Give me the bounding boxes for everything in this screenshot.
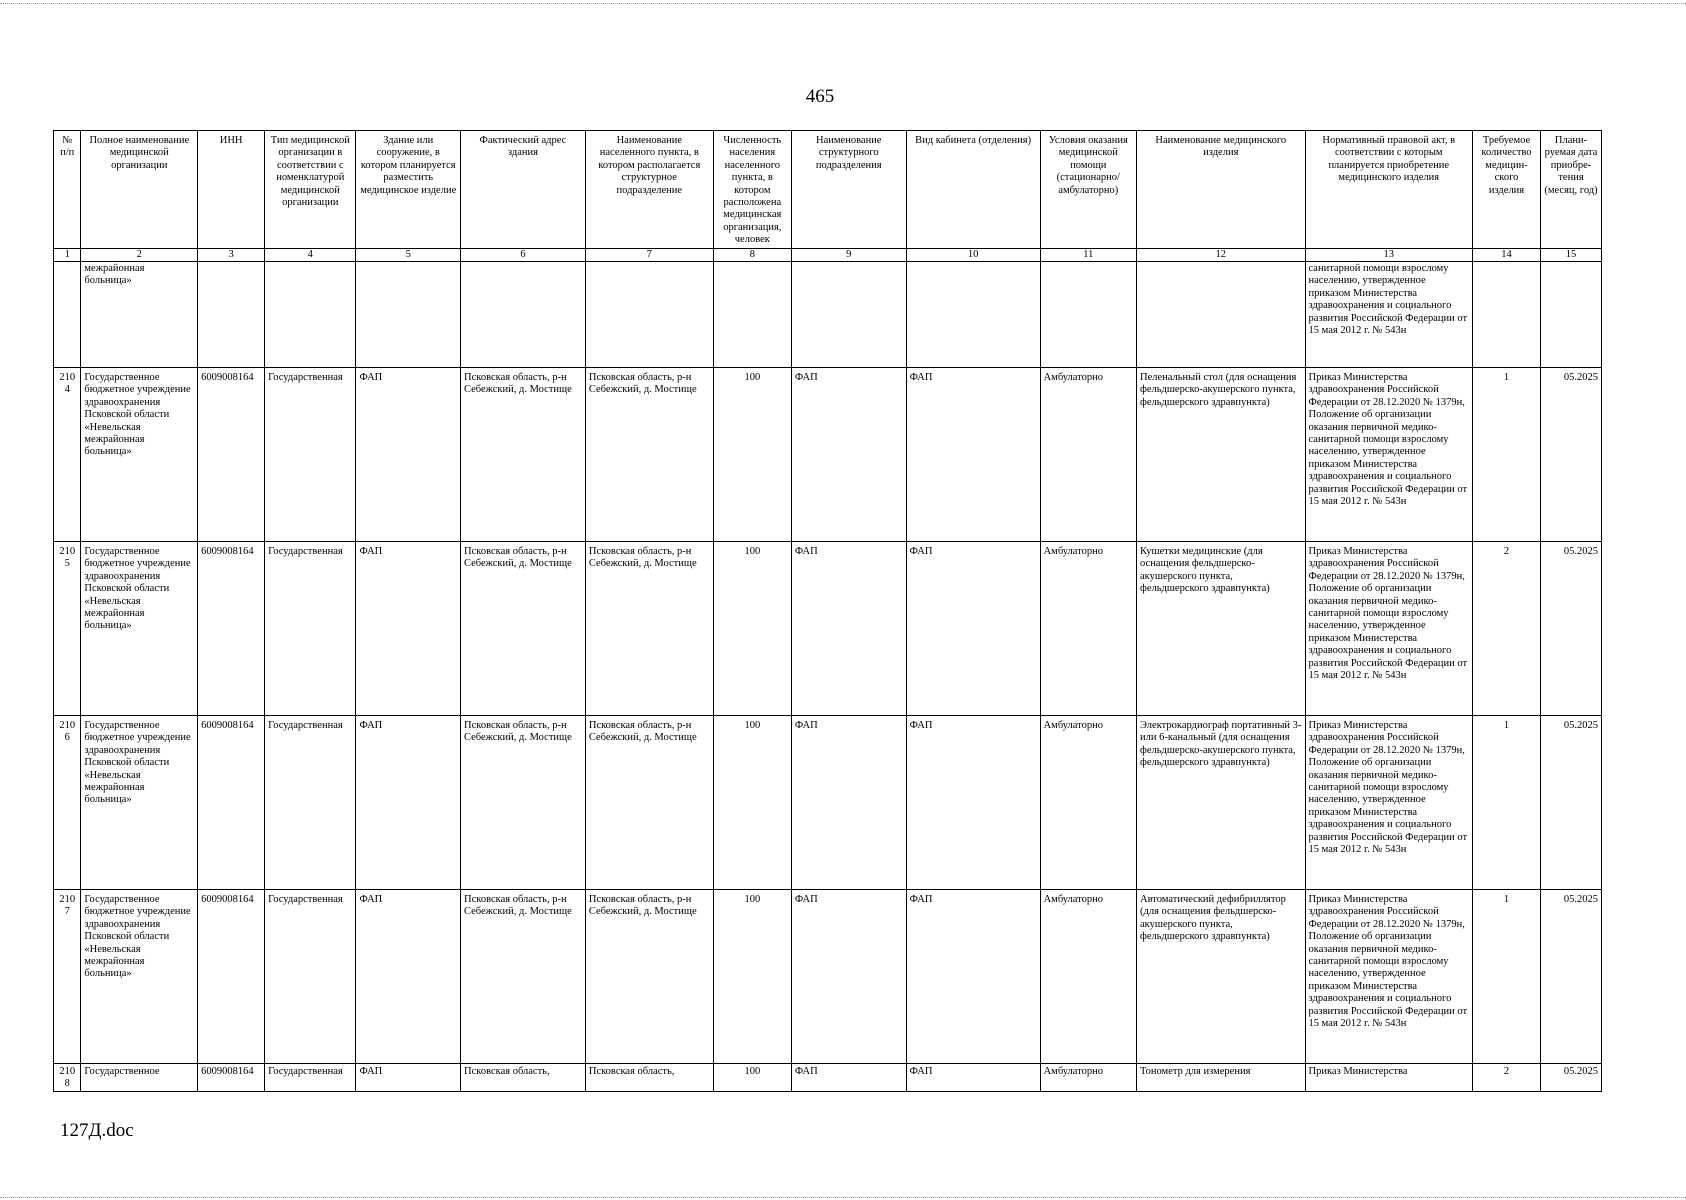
scan-edge-top <box>0 3 1686 4</box>
cell-cabinet: ФАП <box>906 716 1040 890</box>
cell-device: Пеленальный стол (для оснащения фельдшерско-акушерского пункта, фельдшерского здравпункта) <box>1137 368 1306 542</box>
cell-building: ФАП <box>356 716 461 890</box>
table-row <box>54 1064 1602 1092</box>
col-number: 1 <box>54 249 81 262</box>
col-header: Требуемое количество медицин-ского изделия <box>1473 131 1541 249</box>
cell-date: 05.2025 <box>1541 542 1602 716</box>
cell-locality: Псковская область, <box>585 1064 713 1092</box>
col-number: 2 <box>81 249 198 262</box>
cell-conditions: Амбулаторно <box>1040 890 1136 1064</box>
cell-unit: ФАП <box>791 1064 906 1092</box>
cell-building: ФАП <box>356 1064 461 1092</box>
cell-population: 100 <box>713 890 791 1064</box>
cell-inn: 6009008164 <box>198 890 265 1064</box>
cell-org: Государственное бюджетное учреждение здравоохранения Псковской области «Невельская межрайонная больница» <box>81 890 198 1064</box>
cell-address: Псковская область, р-н Себежский, д. Мостище <box>461 368 586 542</box>
cell-qty: 1 <box>1473 716 1541 890</box>
cell-population: 100 <box>713 368 791 542</box>
cell-type: Государственная <box>265 368 356 542</box>
cell-type: Государственная <box>265 542 356 716</box>
cell-building: ФАП <box>356 542 461 716</box>
cell-qty: 2 <box>1473 1064 1541 1092</box>
cell-date: 05.2025 <box>1541 890 1602 1064</box>
cell-qty: 1 <box>1473 890 1541 1064</box>
cell-locality: Псковская область, р-н Себежский, д. Мостище <box>585 890 713 1064</box>
col-number: 13 <box>1305 249 1472 262</box>
col-number: 6 <box>461 249 586 262</box>
cell-act: Приказ Министерства <box>1305 1064 1472 1092</box>
col-number: 9 <box>791 249 906 262</box>
col-header: Численность населения населенного пункта, в котором расположена медицинская организация, человек <box>713 131 791 249</box>
cell-qty: 1 <box>1473 368 1541 542</box>
cell-device: Автоматический дефибриллятор (для оснащения фельдшерско-акушерского пункта, фельдшерского здравпункта) <box>1137 890 1306 1064</box>
col-number: 15 <box>1541 249 1602 262</box>
col-header: Тип медицинской организации в соответствии с номенклатурой медицинской организации <box>265 131 356 249</box>
cell-org: Государственное бюджетное учреждение здравоохранения Псковской области «Невельская межрайонная больница» <box>81 368 198 542</box>
cell-building: ФАП <box>356 368 461 542</box>
cell-num: 2104 <box>54 368 81 542</box>
col-header: Наименование медицинского изделия <box>1137 131 1306 249</box>
cell-locality: Псковская область, р-н Себежский, д. Мостище <box>585 368 713 542</box>
equipment-table <box>53 130 1602 1092</box>
col-header: № п/п <box>54 131 81 249</box>
cell-type: Государственная <box>265 1064 356 1092</box>
col-number: 12 <box>1137 249 1306 262</box>
col-number: 3 <box>198 249 265 262</box>
col-header: Наименование населенного пункта, в котором располагается структурное подразделение <box>585 131 713 249</box>
cell-building: ФАП <box>356 890 461 1064</box>
table-header-row <box>54 131 1602 249</box>
cell-locality: Псковская область, р-н Себежский, д. Мостище <box>585 716 713 890</box>
cell-unit: ФАП <box>791 542 906 716</box>
cell-cabinet: ФАП <box>906 890 1040 1064</box>
cell-conditions: Амбулаторно <box>1040 368 1136 542</box>
cell-cabinet: ФАП <box>906 542 1040 716</box>
cell-date: 05.2025 <box>1541 368 1602 542</box>
column-number-row <box>54 249 1602 262</box>
cell-address: Псковская область, р-н Себежский, д. Мостище <box>461 542 586 716</box>
col-header: ИНН <box>198 131 265 249</box>
cell-num: 2107 <box>54 890 81 1064</box>
cell-locality: Псковская область, р-н Себежский, д. Мостище <box>585 542 713 716</box>
col-number: 4 <box>265 249 356 262</box>
col-header: Здание или сооружение, в котором планируется разместить медицинское изделие <box>356 131 461 249</box>
continuation-row <box>54 262 1602 368</box>
cell-num: 2108 <box>54 1064 81 1092</box>
cell-act: Приказ Министерства здравоохранения Российской Федерации от 28.12.2020 № 1379н, Положение об организации оказания первичной медико-санитарной помощи взрослому населению, утвержденное приказом Министерства здравоохранения и социального развития Российской Федерации от 15 мая 2012 г. № 543н <box>1305 890 1472 1064</box>
cell-unit: ФАП <box>791 368 906 542</box>
cell-address: Псковская область, <box>461 1064 586 1092</box>
footer-filename: 127Д.doc <box>60 1120 134 1141</box>
table-row <box>54 368 1602 542</box>
col-header: Полное наименование медицинской организации <box>81 131 198 249</box>
cell-population: 100 <box>713 542 791 716</box>
cell-inn: 6009008164 <box>198 368 265 542</box>
col-header: Условия оказания медицинской помощи (стационарно/ амбулаторно) <box>1040 131 1136 249</box>
cell-unit: ФАП <box>791 716 906 890</box>
col-header: Вид кабинета (отделения) <box>906 131 1040 249</box>
cell-org: Государственное бюджетное учреждение здравоохранения Псковской области «Невельская межрайонная больница» <box>81 716 198 890</box>
col-number: 14 <box>1473 249 1541 262</box>
cell-date: 05.2025 <box>1541 1064 1602 1092</box>
cell-device: Электрокардиограф портативный 3- или 6-канальный (для оснащения фельдшерско-акушерского пункта, фельдшерского здравпункта) <box>1137 716 1306 890</box>
col-header: Плани-руемая дата приобре-тения (месяц, год) <box>1541 131 1602 249</box>
cell-org: Государственное <box>81 1064 198 1092</box>
col-header: Фактический адрес здания <box>461 131 586 249</box>
scan-edge-bottom <box>0 1197 1686 1198</box>
cell-conditions: Амбулаторно <box>1040 1064 1136 1092</box>
col-header: Нормативный правовой акт, в соответствии с которым планируется приобретение медицинского изделия <box>1305 131 1472 249</box>
cell-population: 100 <box>713 1064 791 1092</box>
cell-inn: 6009008164 <box>198 1064 265 1092</box>
cell-conditions: Амбулаторно <box>1040 542 1136 716</box>
col-number: 8 <box>713 249 791 262</box>
table-row <box>54 716 1602 890</box>
page-number: 465 <box>805 86 835 107</box>
cell-org: межрайонная больница» <box>81 262 198 368</box>
cell-act: Приказ Министерства здравоохранения Российской Федерации от 28.12.2020 № 1379н, Положение об организации оказания первичной медико-санитарной помощи взрослому населению, утвержденное приказом Министерства здравоохранения и социального развития Российской Федерации от 15 мая 2012 г. № 543н <box>1305 716 1472 890</box>
cell-type: Государственная <box>265 890 356 1064</box>
cell-org: Государственное бюджетное учреждение здравоохранения Псковской области «Невельская межрайонная больница» <box>81 542 198 716</box>
table-row <box>54 890 1602 1064</box>
cell-population: 100 <box>713 716 791 890</box>
table-row <box>54 542 1602 716</box>
col-number: 10 <box>906 249 1040 262</box>
cell-type: Государственная <box>265 716 356 890</box>
col-number: 7 <box>585 249 713 262</box>
cell-device: Кушетки медицинские (для оснащения фельдшерско-акушерского пункта, фельдшерского здравпункта) <box>1137 542 1306 716</box>
cell-num: 2105 <box>54 542 81 716</box>
cell-address: Псковская область, р-н Себежский, д. Мостище <box>461 890 586 1064</box>
cell-device: Тонометр для измерения <box>1137 1064 1306 1092</box>
cell-cabinet: ФАП <box>906 368 1040 542</box>
cell-act: Приказ Министерства здравоохранения Российской Федерации от 28.12.2020 № 1379н, Положение об организации оказания первичной медико-санитарной помощи взрослому населению, утвержденное приказом Министерства здравоохранения и социального развития Российской Федерации от 15 мая 2012 г. № 543н <box>1305 368 1472 542</box>
cell-num: 2106 <box>54 716 81 890</box>
cell-act: санитарной помощи взрослому населению, утвержденное приказом Министерства здравоохранения и социального развития Российской Федерации от 15 мая 2012 г. № 543н <box>1305 262 1472 368</box>
col-number: 5 <box>356 249 461 262</box>
cell-qty: 2 <box>1473 542 1541 716</box>
col-number: 11 <box>1040 249 1136 262</box>
cell-inn: 6009008164 <box>198 542 265 716</box>
cell-unit: ФАП <box>791 890 906 1064</box>
cell-conditions: Амбулаторно <box>1040 716 1136 890</box>
cell-inn: 6009008164 <box>198 716 265 890</box>
cell-date: 05.2025 <box>1541 716 1602 890</box>
cell-act: Приказ Министерства здравоохранения Российской Федерации от 28.12.2020 № 1379н, Положение об организации оказания первичной медико-санитарной помощи взрослому населению, утвержденное приказом Министерства здравоохранения и социального развития Российской Федерации от 15 мая 2012 г. № 543н <box>1305 542 1472 716</box>
cell-address: Псковская область, р-н Себежский, д. Мостище <box>461 716 586 890</box>
col-header: Наименование структурного подразделения <box>791 131 906 249</box>
cell-cabinet: ФАП <box>906 1064 1040 1092</box>
